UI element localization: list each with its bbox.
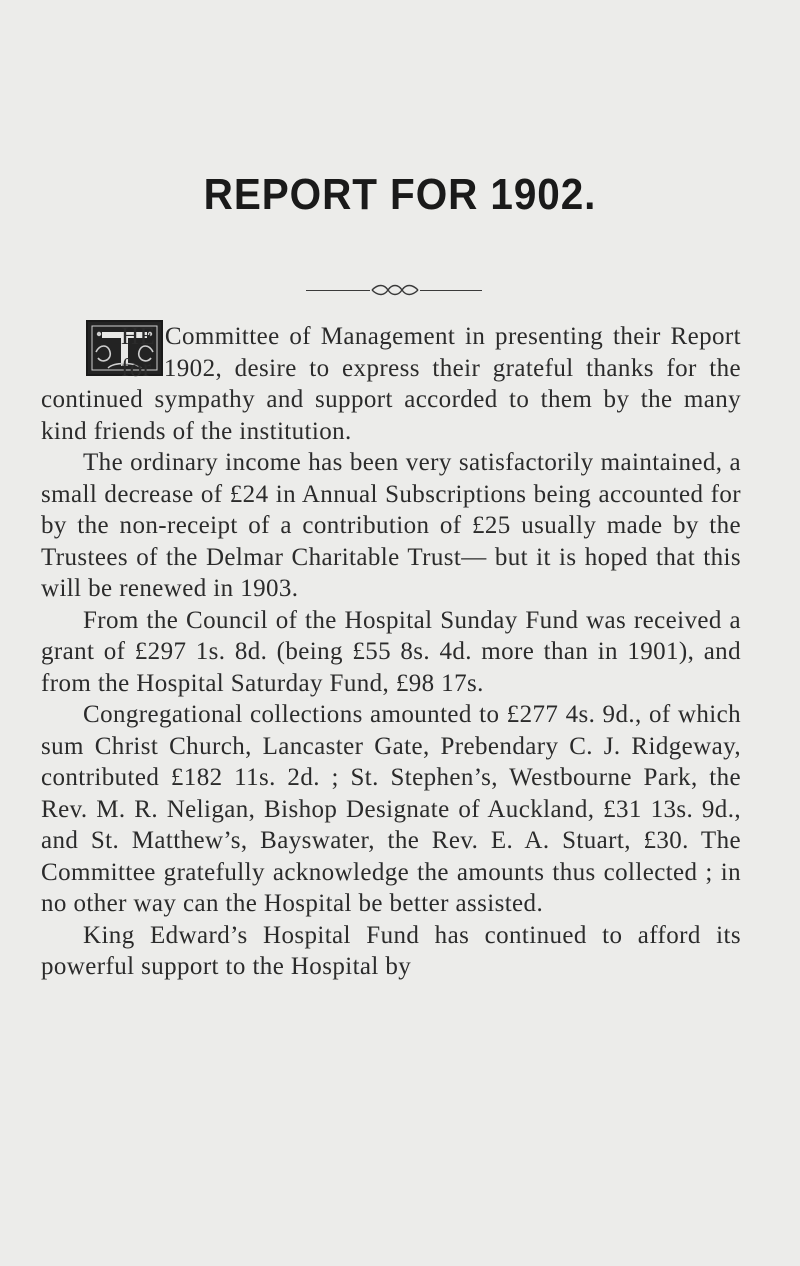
paragraph-congregational-collections: Congregational collections amounted to £277 4s. 9d., of which sum Christ Church, Lancaster Gate, Prebendary C. J. Ridgeway, contributed £182 11s. 2d. ; St. Stephen’s, Westbourne Park, the Rev. M. R. Neligan, Bishop Designate of Auckland, £31 13s. 9d., and St. Matthew’s, Bayswater, the Rev. E. A. Stuart, £30. The Committee gratefully acknowledge the amounts thus collected ; in no other way can the Hospital be better assisted. xyxy=(41,701,741,917)
paragraph-king-edwards-fund: King Edward’s Hospital Fund has continued to afford its powerful support to the Hospital by xyxy=(41,921,741,980)
knot-ornament-icon xyxy=(306,283,482,297)
paragraph-income: The ordinary income has been very satisfactorily maintained, a small decrease of £24 in Annual Subscriptions being accounted for by the non-receipt of a contribution of £25 usually made by the Trustees of the Delmar Charitable Trust— but it is hoped that this will be renewed in 1903. xyxy=(41,449,741,602)
paragraph-intro-text: HE Committee of Management in presenting their Report for 1902, desire to express their grateful thanks for the continued sympathy and support accorded to them by the many kind friends of the institution. xyxy=(41,323,741,445)
report-title: REPORT FOR 1902. xyxy=(203,170,597,219)
paragraph-hospital-sunday-fund: From the Council of the Hospital Sunday Fund was received a grant of £297 1s. 8d. (being £55 8s. 4d. more than in 1901), and from the Hospital Saturday Fund, £98 17s. xyxy=(41,606,741,697)
report-body xyxy=(41,321,741,983)
paragraph-intro xyxy=(41,321,741,447)
